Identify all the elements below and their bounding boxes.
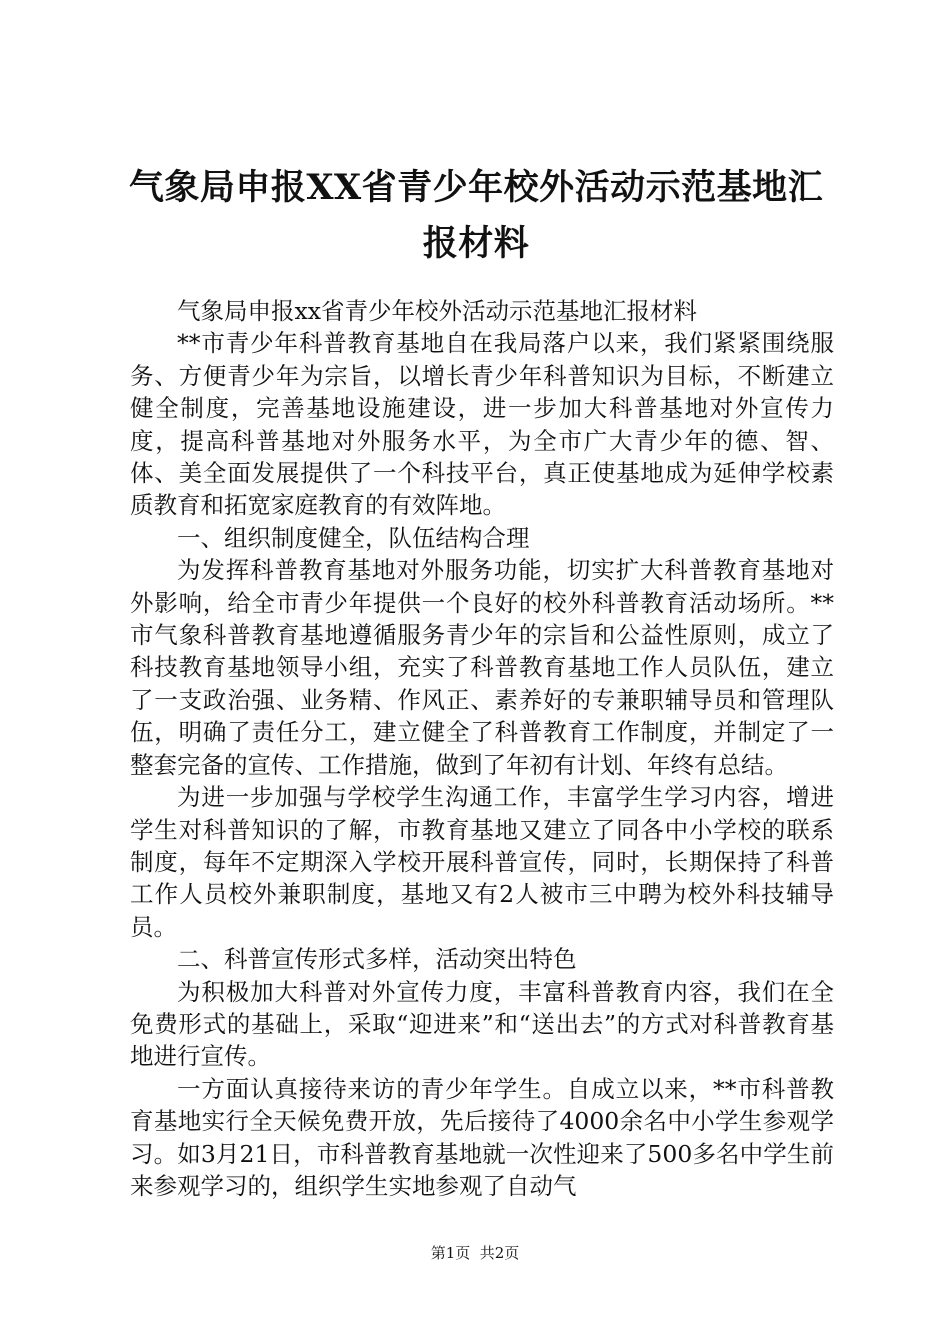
document-body — [130, 295, 834, 1202]
paragraph: 为积极加大科普对外宣传力度，丰富科普教育内容，我们在全免费形式的基础上，采取“迎进来”和“送出去”的方式对科普教育基地进行宣传。 — [130, 977, 834, 1071]
section-heading-1: 一、组织制度健全，队伍结构合理 — [177, 523, 530, 552]
paragraph-intro: **市青少年科普教育基地自在我局落户以来，我们紧紧围绕服务、方便青少年为宗旨，以增长青少年科普知识为目标，不断建立健全制度，完善基地设施建设，进一步加大科普基地对外宣传力度，提高科普基地对外服务水平，为全市广大青少年的德、智、体、美全面发展提供了一个科技平台，真正使基地成为延伸学校素质教育和拓宽家庭教育的有效阵地。 — [130, 329, 834, 520]
page-number: 第1页 共2页 — [430, 1244, 520, 1262]
page-footer — [0, 1243, 950, 1263]
document-title: 气象局申报XX省青少年校外活动示范基地汇报材料 — [128, 167, 824, 264]
paragraph: 一方面认真接待来访的青少年学生。自成立以来，**市科普教育基地实行全天候免费开放，先后接待了4000余名中小学生参观学习。如3月21日，市科普教育基地就一次性迎来了500多名中学生前来参观学习的，组织学生实地参观了自动气 — [130, 1074, 834, 1200]
paragraph: 为发挥科普教育基地对外服务功能，切实扩大科普教育基地对外影响，给全市青少年提供一个良好的校外科普教育活动场所。**市气象科普教育基地遵循服务青少年的宗旨和公益性原则，成立了科技教育基地领导小组，充实了科普教育基地工作人员队伍，建立了一支政治强、业务精、作风正、素养好的专兼职辅导员和管理队伍，明确了责任分工，建立健全了科普教育工作制度，并制定了一整套完备的宣传、工作措施，做到了年初有计划、年终有总结。 — [130, 556, 834, 779]
paragraph-subtitle: 气象局申报xx省青少年校外活动示范基地汇报材料 — [177, 297, 698, 325]
paragraph: 为进一步加强与学校学生沟通工作，丰富学生学习内容，增进学生对科普知识的了解，市教育基地又建立了同各中小学校的联系制度，每年不定期深入学校开展科普宣传，同时，长期保持了科普工作人员校外兼职制度，基地又有2人被市三中聘为校外科技辅导员。 — [130, 783, 834, 941]
section-heading-2: 二、科普宣传形式多样，活动突出特色 — [177, 945, 577, 974]
